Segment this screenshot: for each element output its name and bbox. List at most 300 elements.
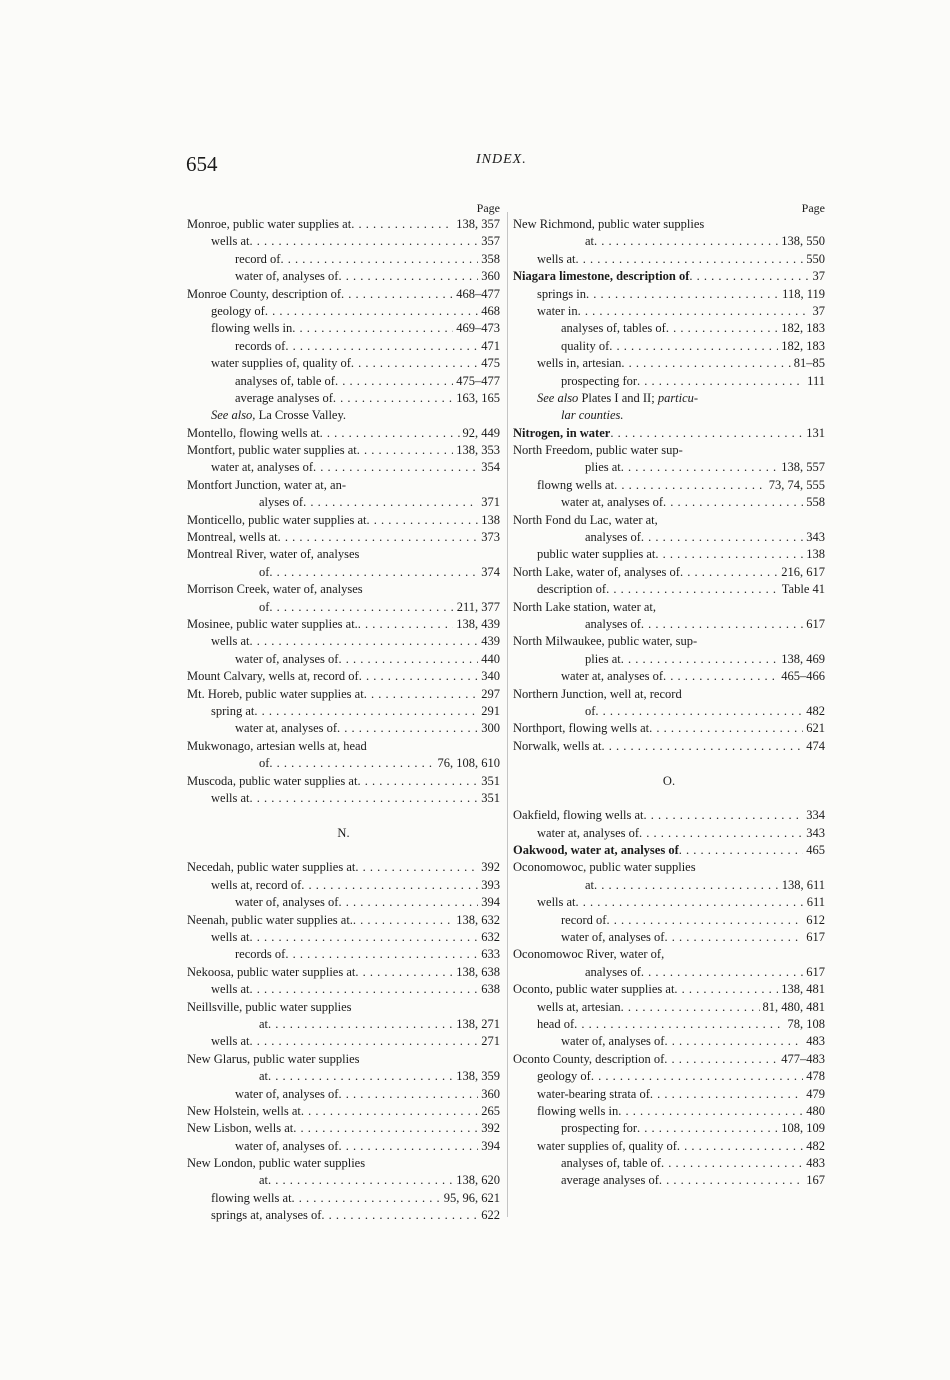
entry-term: Mosinee, public water supplies at. [187, 616, 358, 631]
entry-term: New Lisbon, wells at [187, 1121, 294, 1136]
page-column-label: Page [801, 201, 825, 215]
leader-dots [655, 546, 803, 563]
index-entry [187, 1016, 500, 1033]
leader-dots [680, 564, 778, 581]
entry-term: Oconto County, description of [513, 1051, 665, 1066]
index-entry [187, 999, 500, 1016]
entry-page-ref: 291 [481, 703, 500, 718]
entry-term: at [259, 1016, 269, 1031]
index-entry [187, 686, 500, 703]
entry-page-ref: 138, 611 [781, 877, 825, 892]
entry-term: wells at, record of [211, 877, 302, 892]
index-entry [187, 1033, 500, 1050]
index-entry [187, 268, 500, 285]
index-entry [187, 773, 500, 790]
index-entry [513, 1103, 825, 1120]
leader-dots [341, 286, 453, 303]
index-entry [513, 529, 825, 546]
spacer [513, 790, 825, 807]
leader-dots [357, 442, 453, 459]
entry-term: analyses of [585, 964, 641, 979]
leader-dots [338, 1086, 478, 1103]
leader-dots [610, 425, 803, 442]
entry-page-ref: 394 [481, 895, 500, 910]
entry-page-ref: 95, 96, 621 [443, 1190, 500, 1205]
index-entry [187, 373, 500, 390]
entry-term: spring at [211, 703, 255, 718]
leader-dots [621, 651, 778, 668]
entry-term: North Freedom, public water sup- [513, 443, 683, 458]
leader-dots [357, 773, 478, 790]
index-entry [187, 859, 500, 876]
index-entry [513, 999, 825, 1016]
index-entry [187, 1190, 500, 1207]
entry-page-ref: 374 [481, 564, 500, 579]
index-entry [513, 633, 825, 650]
leader-dots [618, 1103, 803, 1120]
entry-term: water of, analyses of [561, 930, 665, 945]
entry-term: wells at [211, 634, 250, 649]
entry-term: Morrison Creek, water of, analyses [187, 582, 363, 597]
index-entry [513, 1172, 825, 1189]
entry-term: water of, analyses of [235, 1138, 339, 1153]
index-entry [187, 616, 500, 633]
entry-term: Montfort Junction, water at, an- [187, 477, 346, 492]
entry-term: analyses of [585, 616, 641, 631]
entry-page-ref: 118, 119 [782, 286, 825, 301]
index-entry [187, 512, 500, 529]
entry-page-ref: 360 [481, 1086, 500, 1101]
entry-page-ref: 632 [481, 930, 500, 945]
leader-dots [250, 929, 479, 946]
leader-dots [355, 859, 478, 876]
index-column-left [187, 200, 500, 1225]
leader-dots [664, 1033, 803, 1050]
entry-page-ref: 182, 183 [781, 338, 825, 353]
entry-term: water in [537, 303, 578, 318]
entry-term: water of, analyses of [235, 269, 339, 284]
column-divider [507, 212, 508, 1217]
entry-page-ref: 138, 469 [781, 651, 825, 666]
entry-page-ref: 483 [806, 1034, 825, 1049]
entry-term: Northport, flowing wells at [513, 721, 650, 736]
index-entry [187, 877, 500, 894]
entry-page-ref: 138, 481 [781, 982, 825, 997]
leader-dots [355, 964, 453, 981]
entry-term: Montreal River, water of, analyses [187, 547, 360, 562]
entry-page-ref: 343 [806, 825, 825, 840]
leader-dots [609, 338, 778, 355]
entry-term: Mukwonago, artesian wells at, head [187, 738, 367, 753]
entry-term: water-bearing strata of [537, 1086, 650, 1101]
entry-page-ref: 622 [481, 1208, 500, 1223]
entry-page-ref: 138, 620 [456, 1173, 500, 1188]
leader-dots [606, 912, 803, 929]
entry-page-ref: 393 [481, 877, 500, 892]
entry-term: at [259, 1173, 269, 1188]
entry-page-ref: 271 [481, 1034, 500, 1049]
index-entry [187, 216, 500, 233]
entry-term: flowng wells at [537, 477, 615, 492]
entry-term: wells at [211, 790, 250, 805]
entry-page-ref: 111 [807, 373, 825, 388]
leader-dots [641, 529, 803, 546]
entry-term: at [585, 234, 595, 249]
entry-page-ref: 357 [481, 234, 500, 249]
section-letter: O. [662, 773, 676, 788]
index-entry [513, 268, 825, 285]
entry-term: description of [537, 582, 607, 597]
index-entry [187, 1172, 500, 1189]
entry-term: of [259, 599, 270, 614]
leader-dots [250, 1033, 479, 1050]
index-entry [513, 599, 825, 616]
entry-page-ref: 465–466 [781, 669, 825, 684]
leader-dots [659, 1172, 803, 1189]
entry-term: North Milwaukee, public water, sup- [513, 634, 698, 649]
entry-term: prospecting for [561, 1121, 638, 1136]
index-entry [187, 738, 500, 755]
index-entry [513, 1120, 825, 1137]
entry-page-ref: 474 [806, 738, 825, 753]
spacer [513, 755, 825, 772]
leader-dots [250, 981, 479, 998]
index-entry [513, 390, 825, 407]
entry-term: of [585, 703, 596, 718]
index-entry [513, 946, 825, 963]
entry-page-ref: 479 [806, 1086, 825, 1101]
entry-page-ref: 351 [481, 773, 500, 788]
leader-dots [576, 251, 804, 268]
entry-term: geology of [537, 1069, 591, 1084]
entry-page-ref: 167 [806, 1173, 825, 1188]
index-entry [513, 842, 825, 859]
leader-dots [335, 373, 453, 390]
index-entry [513, 512, 825, 529]
entry-term: springs in [537, 286, 586, 301]
entry-term: Monroe County, description of [187, 286, 342, 301]
leader-dots [674, 981, 778, 998]
leader-dots [292, 320, 453, 337]
index-entry [513, 1138, 825, 1155]
leader-dots [576, 894, 804, 911]
index-entry [513, 1155, 825, 1172]
leader-dots [313, 459, 478, 476]
entry-page-ref: 373 [481, 530, 500, 545]
index-entry [513, 355, 825, 372]
index-entry [187, 303, 500, 320]
index-entry [187, 1068, 500, 1085]
entry-term: North Fond du Lac, water at, [513, 512, 658, 527]
index-entry [187, 1103, 500, 1120]
entry-term: Norwalk, wells at [513, 738, 602, 753]
leader-dots [353, 912, 453, 929]
index-entry [187, 1086, 500, 1103]
spacer [187, 842, 500, 859]
entry-term: wells at, artesian [537, 999, 621, 1014]
entry-term: See also Plates I and II; particu- [537, 390, 699, 405]
entry-term: analyses of, table of [235, 373, 335, 388]
index-entry [187, 564, 500, 581]
entry-term: Niagara limestone, description of [513, 269, 690, 284]
entry-term: flowing wells in [211, 321, 293, 336]
leader-dots [621, 355, 790, 372]
leader-dots [594, 877, 779, 894]
index-entry [513, 703, 825, 720]
index-entry [187, 251, 500, 268]
entry-term: Oakfield, flowing wells at [513, 808, 644, 823]
entry-term: New Holstein, wells at [187, 1103, 301, 1118]
entry-term: water supplies of, quality of [537, 1138, 677, 1153]
leader-dots [637, 373, 804, 390]
index-entry [187, 651, 500, 668]
entry-page-ref: 475 [481, 356, 500, 371]
entry-page-ref: 394 [481, 1138, 500, 1153]
entry-page-ref: 297 [481, 686, 500, 701]
leader-dots [689, 268, 809, 285]
leader-dots [595, 703, 803, 720]
index-entry [187, 929, 500, 946]
entry-term: average analyses of [561, 1173, 659, 1188]
entry-page-ref: 468 [481, 303, 500, 318]
entry-term: record of [561, 912, 607, 927]
entry-term: head of [537, 1016, 575, 1031]
entry-page-ref: 611 [806, 895, 825, 910]
section-letter-heading [187, 825, 500, 842]
entry-term: North Lake, water of, analyses of [513, 564, 680, 579]
entry-list [513, 216, 825, 1190]
entry-term: wells at [211, 982, 250, 997]
index-entry [187, 633, 500, 650]
entry-page-ref: 138, 359 [456, 1069, 500, 1084]
entry-term: water supplies of, quality of [211, 356, 351, 371]
leader-dots [333, 390, 453, 407]
entry-list [187, 216, 500, 1225]
spacer [187, 807, 500, 824]
section-letter-heading [513, 773, 825, 790]
entry-page-ref: 617 [806, 616, 825, 631]
entry-page-ref: 440 [481, 651, 500, 666]
leader-dots [250, 233, 479, 250]
entry-page-ref: 638 [481, 982, 500, 997]
index-entry [513, 964, 825, 981]
leader-dots [338, 894, 478, 911]
entry-term: lar counties. [561, 408, 624, 423]
index-entry [513, 233, 825, 250]
index-entry [513, 738, 825, 755]
leader-dots [268, 1068, 453, 1085]
entry-page-ref: 469–473 [456, 321, 500, 336]
index-entry [513, 581, 825, 598]
index-entry [187, 581, 500, 598]
leader-dots [254, 703, 478, 720]
entry-page-ref: 617 [806, 964, 825, 979]
entry-term: Montreal, wells at [187, 530, 278, 545]
entry-term: flowing wells in [537, 1103, 619, 1118]
entry-term: Oakwood, water at, analyses of [513, 843, 679, 858]
leader-dots [661, 1155, 803, 1172]
entry-page-ref: 371 [481, 495, 500, 510]
leader-dots [621, 999, 760, 1016]
entry-term: alyses of [259, 495, 304, 510]
index-entry [513, 1051, 825, 1068]
entry-term: Monticello, public water supplies at [187, 512, 367, 527]
leader-dots [285, 338, 478, 355]
entry-term: water of, analyses of [235, 895, 339, 910]
entry-page-ref: 340 [481, 669, 500, 684]
entry-page-ref: 81–85 [793, 356, 825, 371]
index-column-right [513, 200, 825, 1190]
entry-term: at [259, 1069, 269, 1084]
leader-dots [269, 564, 478, 581]
entry-term: of [259, 756, 270, 771]
entry-term: Mt. Horeb, public water supplies at [187, 686, 364, 701]
entry-page-ref: 92, 449 [462, 425, 500, 440]
entry-term: water of, analyses of [561, 1034, 665, 1049]
index-entry [513, 459, 825, 476]
entry-term: wells in, artesian [537, 356, 622, 371]
leader-dots [586, 286, 779, 303]
entry-term: Oconomowoc, public water supplies [513, 860, 696, 875]
entry-page-ref: 354 [481, 460, 500, 475]
entry-term: Nekoosa, public water supplies at [187, 964, 356, 979]
entry-term: Necedah, public water supplies at [187, 860, 356, 875]
leader-dots [364, 686, 479, 703]
index-entry [513, 616, 825, 633]
entry-page-ref: Table 41 [781, 582, 825, 597]
leader-dots [679, 842, 804, 859]
index-entry [187, 546, 500, 563]
leader-dots [666, 320, 778, 337]
entry-term: public water supplies at [537, 547, 656, 562]
index-entry [187, 355, 500, 372]
page-column-label: Page [476, 201, 500, 215]
leader-dots [303, 494, 478, 511]
leader-dots [337, 720, 478, 737]
entry-term: analyses of [585, 530, 641, 545]
leader-dots [301, 1103, 478, 1120]
entry-term: analyses of, tables of [561, 321, 666, 336]
entry-term: Mount Calvary, wells at, record of [187, 669, 359, 684]
running-head: INDEX. [476, 152, 527, 167]
leader-dots [268, 1016, 453, 1033]
index-entry [187, 720, 500, 737]
entry-page-ref: 163, 165 [456, 390, 500, 405]
leader-dots [663, 668, 778, 685]
entry-term: of [259, 564, 270, 579]
entry-page-ref: 73, 74, 555 [768, 477, 825, 492]
leader-dots [293, 1120, 478, 1137]
index-entry [513, 807, 825, 824]
entry-term: Muscoda, public water supplies at [187, 773, 358, 788]
leader-dots [359, 668, 479, 685]
index-entry [513, 477, 825, 494]
entry-page-ref: 478 [806, 1069, 825, 1084]
index-entry [187, 894, 500, 911]
entry-page-ref: 392 [481, 1121, 500, 1136]
entry-page-ref: 351 [481, 790, 500, 805]
entry-term: North Lake station, water at, [513, 599, 657, 614]
entry-page-ref: 37 [812, 303, 825, 318]
index-entry [513, 668, 825, 685]
entry-page-ref: 108, 109 [781, 1121, 825, 1136]
entry-term: water at, analyses of [211, 460, 314, 475]
entry-term: plies at [585, 460, 621, 475]
entry-term: Oconomowoc River, water of, [513, 947, 665, 962]
index-entry [513, 546, 825, 563]
entry-page-ref: 211, 377 [456, 599, 500, 614]
index-entry [187, 1155, 500, 1172]
index-entry [513, 425, 825, 442]
leader-dots [320, 425, 460, 442]
entry-page-ref: 138, 632 [456, 912, 500, 927]
entry-page-ref: 439 [481, 634, 500, 649]
leader-dots [321, 1207, 478, 1224]
entry-page-ref: 138 [806, 547, 825, 562]
leader-dots [338, 268, 478, 285]
leader-dots [614, 477, 766, 494]
entry-term: water at, analyses of [561, 669, 664, 684]
leader-dots [292, 1190, 441, 1207]
entry-page-ref: 482 [806, 1138, 825, 1153]
entry-term: wells at [211, 1034, 250, 1049]
entry-term: Montello, flowing wells at [187, 425, 320, 440]
entry-term: Neenah, public water supplies at. [187, 912, 353, 927]
leader-dots [578, 303, 810, 320]
leader-dots [639, 825, 803, 842]
index-entry [187, 1138, 500, 1155]
entry-page-ref: 343 [806, 530, 825, 545]
index-entry [513, 929, 825, 946]
leader-dots [351, 216, 453, 233]
leader-dots [265, 303, 478, 320]
entry-term: prospecting for [561, 373, 638, 388]
index-entry [513, 1086, 825, 1103]
entry-page-ref: 558 [806, 495, 825, 510]
section-letter: N. [337, 825, 350, 840]
entry-page-ref: 76, 108, 610 [437, 756, 500, 771]
leader-dots [664, 1051, 778, 1068]
entry-page-ref: 471 [481, 338, 500, 353]
index-entry [187, 233, 500, 250]
index-entry [187, 946, 500, 963]
leader-dots [338, 1138, 478, 1155]
leader-dots [606, 581, 779, 598]
entry-term: at [585, 877, 595, 892]
leader-dots [644, 807, 804, 824]
leader-dots [358, 616, 453, 633]
index-entry [513, 338, 825, 355]
entry-term: water at, analyses of [561, 495, 664, 510]
index-entry [187, 390, 500, 407]
index-entry [187, 442, 500, 459]
entry-page-ref: 633 [481, 947, 500, 962]
entry-page-ref: 138, 271 [456, 1016, 500, 1031]
entry-page-ref: 182, 183 [781, 321, 825, 336]
leader-dots [650, 1086, 803, 1103]
leader-dots [663, 494, 803, 511]
entry-page-ref: 612 [806, 912, 825, 927]
entry-page-ref: 468–477 [456, 286, 500, 301]
entry-term: water at, analyses of [537, 825, 640, 840]
entry-term: wells at [211, 234, 250, 249]
leader-dots [602, 738, 804, 755]
entry-term: Neillsville, public water supplies [187, 999, 352, 1014]
leader-dots [280, 251, 478, 268]
index-entry [513, 251, 825, 268]
entry-page-ref: 550 [806, 251, 825, 266]
entry-page-ref: 483 [806, 1156, 825, 1171]
